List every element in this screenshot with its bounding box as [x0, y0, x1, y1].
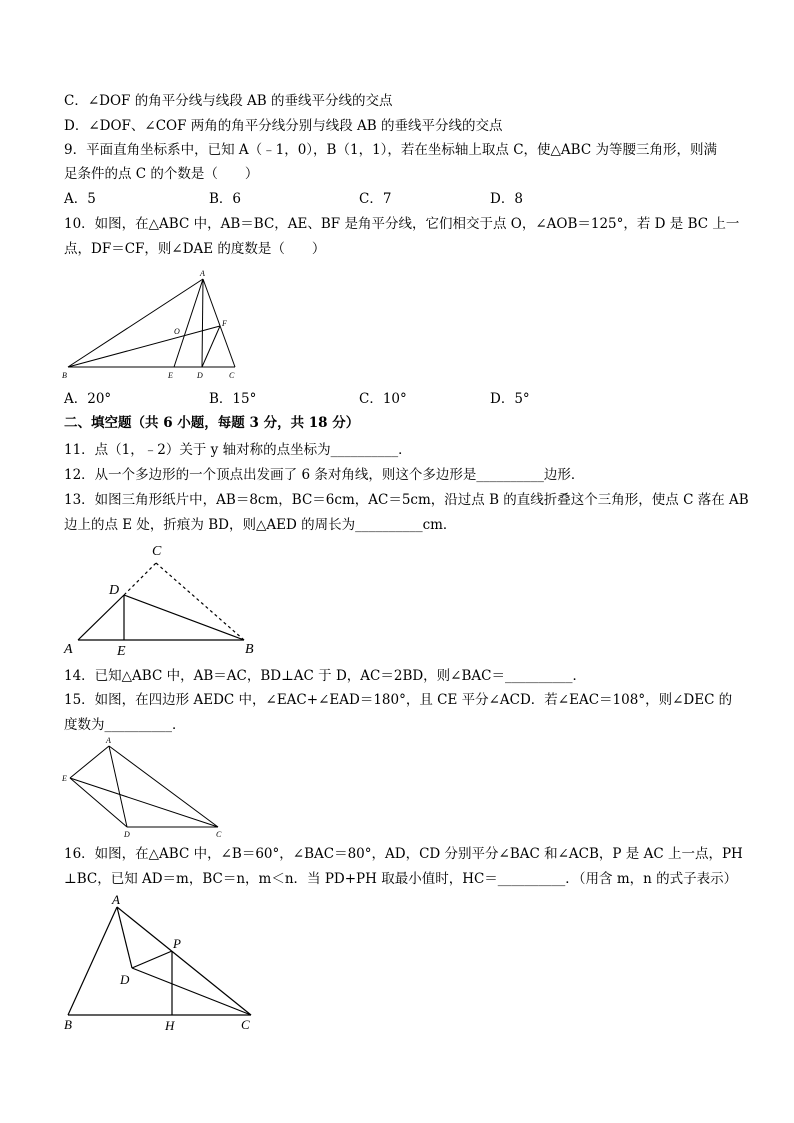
q10-option-d[interactable]: D．5° — [490, 391, 530, 407]
question-12: 12．从一个多边形的一个顶点出发画了 6 条对角线，则这个多边形是__________边形． — [64, 467, 585, 483]
fig16-label-p: P — [173, 936, 181, 951]
fig16-label-c: C — [241, 1017, 250, 1032]
q9-option-d[interactable]: D．8 — [490, 191, 523, 207]
fig10-label-b: B — [62, 371, 67, 380]
question-13-line1: 13．如图三角形纸片中，AB＝8cm，BC＝6cm，AC＝5cm，沿过点 B 的直线折叠这个三角形，使点 C 落在 AB — [64, 492, 749, 508]
question-9-line2: 足条件的点 C 的个数是（ ） — [64, 166, 259, 182]
fig13-label-e: E — [117, 644, 126, 659]
question-10-line2: 点，DF＝CF，则∠DAE 的度数是（ ） — [64, 241, 326, 257]
question-14: 14．已知△ABC 中，AB＝AC，BD⊥AC 于 D，AC＝2BD，则∠BAC＝__________． — [64, 668, 586, 684]
fig15-label-c: C — [216, 830, 222, 839]
fig10-label-d: D — [197, 371, 203, 380]
question-13-line2: 边上的点 E 处，折痕为 BD，则△AED 的周长为__________cm． — [64, 517, 457, 533]
fig13-label-b: B — [245, 642, 254, 657]
fig10-label-e: E — [168, 371, 173, 380]
q10-option-a[interactable]: A．20° — [64, 391, 112, 407]
question-15-line1: 15．如图，在四边形 AEDC 中，∠EAC+∠EAD＝180°，且 CE 平分∠ACD．若∠EAC＝108°，则∠DEC 的 — [64, 692, 733, 708]
fig16-label-b: B — [64, 1017, 72, 1032]
fig10-label-o: O — [174, 327, 180, 336]
option-d-text: D．∠DOF、∠COF 两角的角平分线分别与线段 AB 的垂线平分线的交点 — [64, 118, 503, 134]
fig10-label-f: F — [222, 319, 227, 328]
question-11: 11．点（1，﹣2）关于 y 轴对称的点坐标为__________． — [64, 442, 412, 458]
fig15-label-d: D — [124, 830, 130, 839]
fig16-label-d: D — [120, 972, 130, 987]
fig16-label-a: A — [112, 892, 120, 907]
question-16-line1: 16．如图，在△ABC 中，∠B＝60°，∠BAC＝80°，AD，CD 分别平分∠BAC 和∠ACB，P 是 AC 上一点，PH — [64, 846, 743, 862]
q9-option-a[interactable]: A．5 — [64, 191, 96, 207]
question-16-line2: ⊥BC，已知 AD＝m，BC＝n，m＜n．当 PD+PH 取最小值时，HC＝__________．（用含 m，n 的式子表示） — [64, 871, 738, 887]
fig13-label-d: D — [109, 583, 120, 598]
q10-option-c[interactable]: C．10° — [359, 391, 407, 407]
question-9-line1: 9．平面直角坐标系中，已知 A（﹣1，0），B（1，1），若在坐标轴上取点 C，使△ABC 为等腰三角形，则满 — [64, 142, 717, 158]
fig15-label-e: E — [62, 774, 67, 783]
q9-option-b[interactable]: B．6 — [209, 191, 242, 207]
question-10-line1: 10．如图，在△ABC 中，AB＝BC，AE、BF 是角平分线，它们相交于点 O，∠AOB＝125°，若 D 是 BC 上一 — [64, 216, 740, 232]
q10-option-b[interactable]: B．15° — [209, 391, 257, 407]
option-c-text: C．∠DOF 的角平分线与线段 AB 的垂线平分线的交点 — [64, 93, 393, 109]
fig13-label-a: A — [64, 642, 73, 657]
fig10-label-c: C — [229, 371, 235, 380]
question-15-line2: 度数为__________． — [64, 717, 186, 733]
fig16-label-h: H — [165, 1018, 175, 1033]
q9-option-c[interactable]: C．7 — [359, 191, 392, 207]
fig13-label-c: C — [152, 544, 162, 559]
section-2-heading: 二、填空题（共 6 小题，每题 3 分，共 18 分） — [64, 415, 360, 431]
fig10-label-a: A — [200, 269, 205, 278]
fig15-label-a: A — [106, 736, 111, 745]
